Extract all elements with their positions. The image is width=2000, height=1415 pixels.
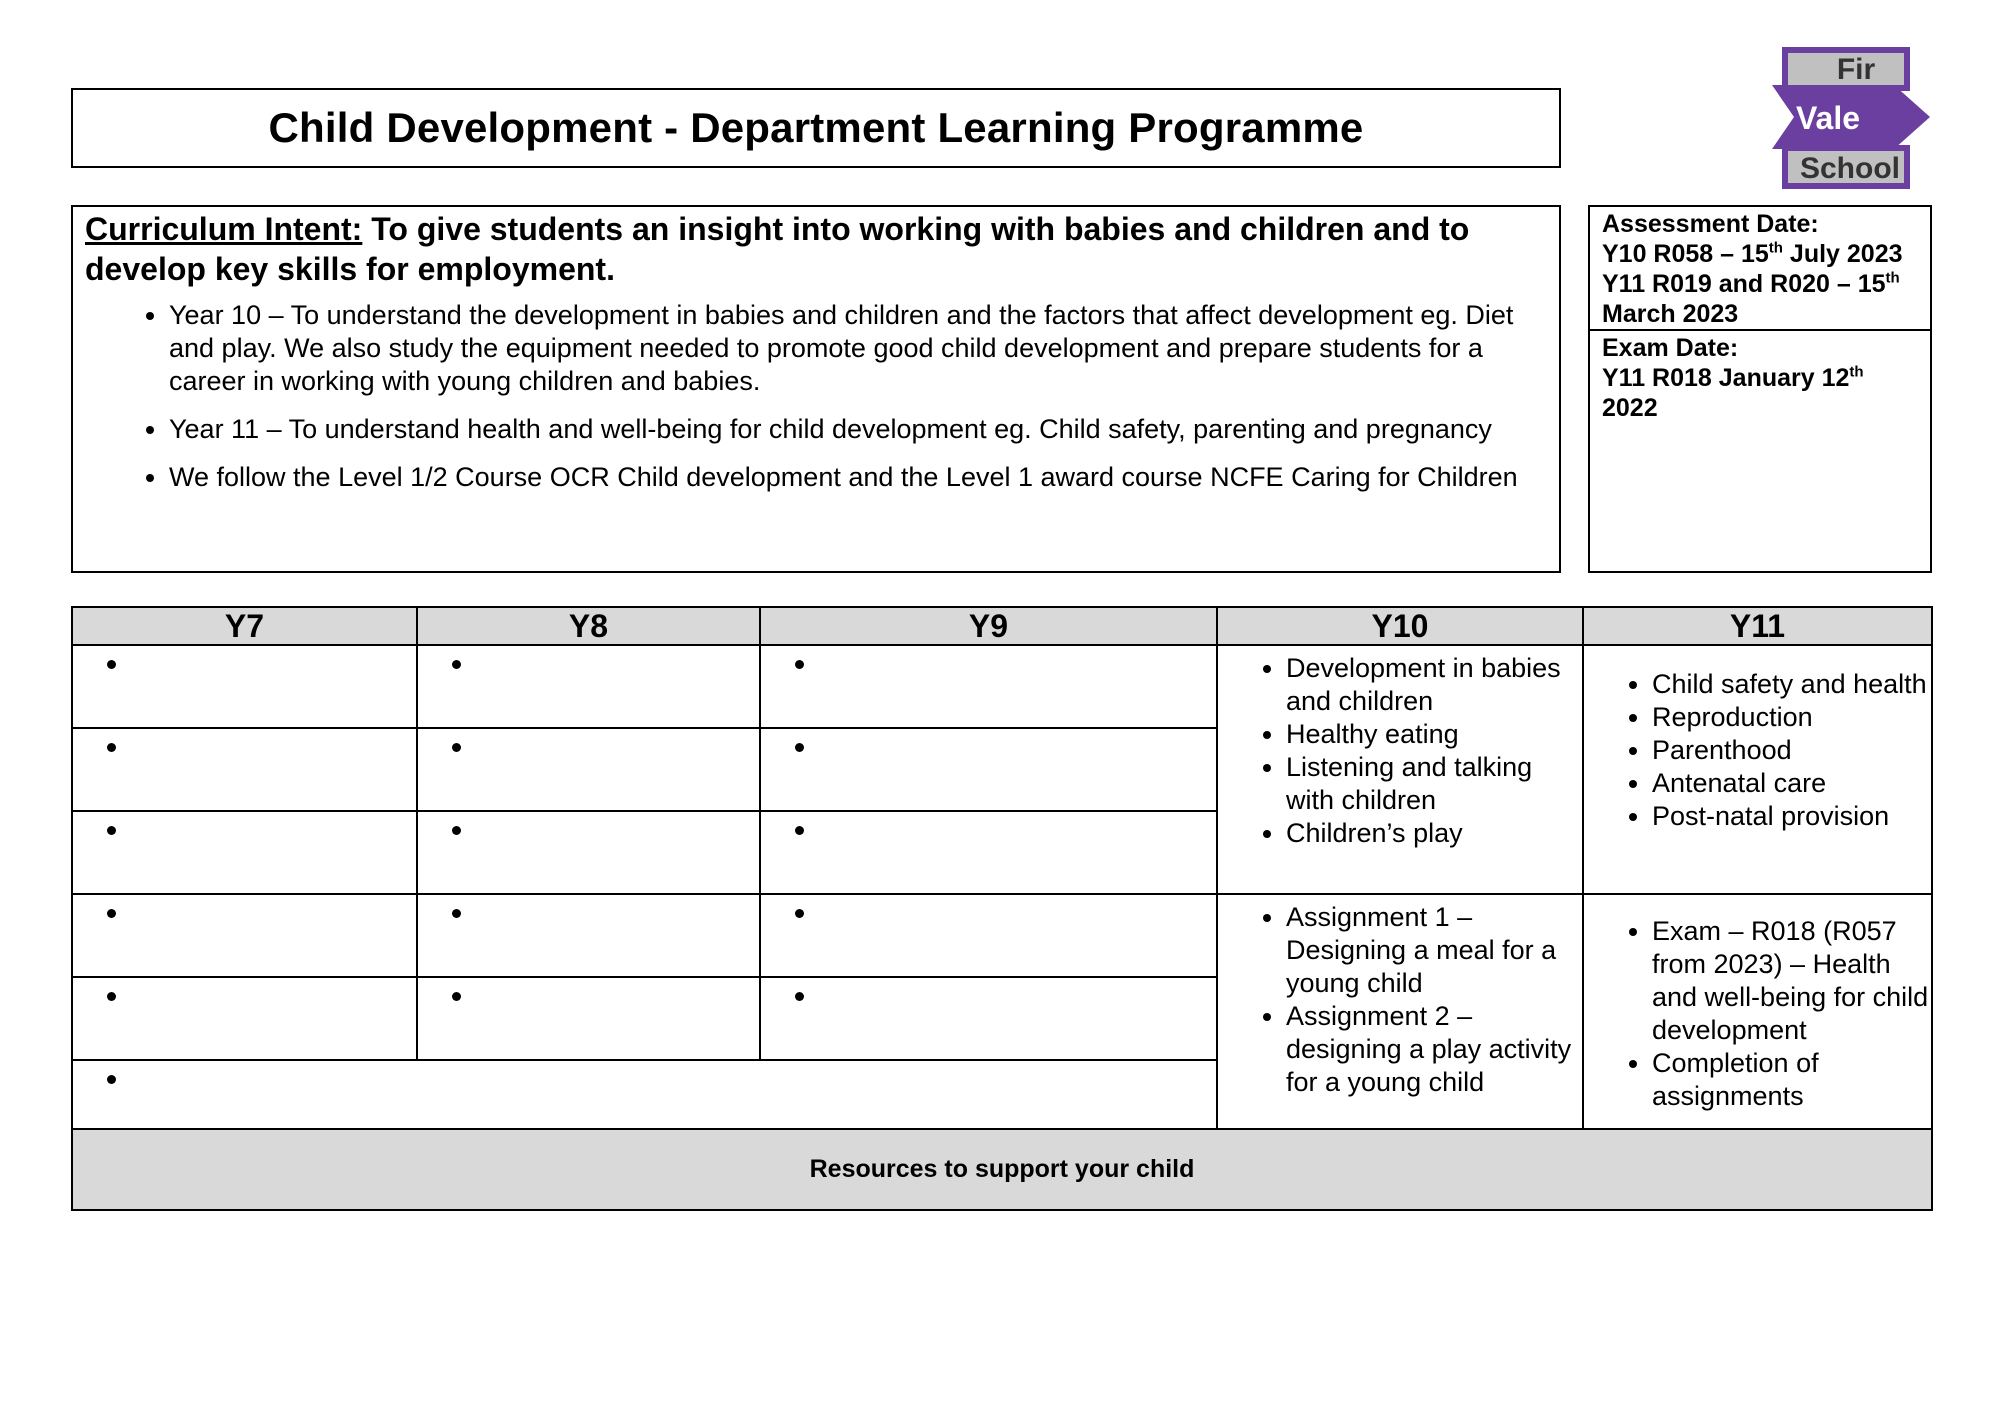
bullet [795, 992, 804, 1001]
bullet [795, 743, 804, 752]
bullet [452, 909, 461, 918]
table-cell-merged [73, 1061, 1218, 1130]
assessment-dates [1590, 207, 1930, 331]
table-cell-y9 [761, 646, 1218, 729]
bullet [107, 992, 116, 1001]
bullet [452, 992, 461, 1001]
page-title: Child Development - Department Learning Programme [268, 104, 1364, 151]
list-item: • Antenatal care [1652, 767, 1931, 800]
table-cell-y7 [73, 978, 418, 1061]
list-item: • Development in babies and children [1286, 652, 1582, 718]
y11-term2-list [1584, 915, 1931, 1113]
table-cell-y8 [418, 978, 761, 1061]
intent-bullets [85, 299, 1547, 494]
list-item: • Assignment 2 – designing a play activity for a young child [1286, 1000, 1582, 1099]
bullet [795, 826, 804, 835]
y11-term1-cell [1584, 646, 1931, 895]
curriculum-intent-box [71, 205, 1561, 573]
y10-term1-list [1218, 652, 1582, 850]
bullet [795, 909, 804, 918]
assessment-heading: Assessment Date: [1602, 210, 1819, 238]
curriculum-intent-heading [85, 209, 1547, 289]
bullet [107, 1075, 116, 1084]
bullet [795, 660, 804, 669]
resources-row: Resources to support your child [73, 1130, 1931, 1209]
list-item: • Parenthood [1652, 734, 1931, 767]
title-box [71, 88, 1561, 168]
table-cell-y8 [418, 895, 761, 978]
list-item: • Post-natal provision [1652, 800, 1931, 833]
bullet [107, 826, 116, 835]
y10-term1-cell [1218, 646, 1584, 895]
assessment-line-y10: Y10 R058 – 15th July 2023 [1602, 239, 1903, 268]
bullet [107, 909, 116, 918]
table-cell-y7 [73, 646, 418, 729]
table-cell-y7 [73, 895, 418, 978]
assessment-line-y11: Y11 R019 and R020 – 15th March 2023 [1602, 269, 1900, 328]
logo-word-2: Vale [1795, 100, 1861, 136]
bullet [452, 826, 461, 835]
curriculum-intent-label: Curriculum Intent: [85, 211, 363, 247]
header-y10: Y10 [1218, 608, 1584, 646]
list-item: • Assignment 1 – Designing a meal for a young child [1286, 901, 1582, 1000]
assessment-box [1588, 205, 1932, 573]
y10-term2-cell [1218, 895, 1584, 1130]
intent-bullet-courses: • We follow the Level 1/2 Course OCR Child development and the Level 1 award course NCFE Caring for Children [169, 461, 1547, 494]
list-item: • Completion of assignments [1652, 1047, 1931, 1113]
list-item: • Child safety and health [1652, 668, 1931, 701]
header-y8: Y8 [418, 608, 761, 646]
bullet [452, 660, 461, 669]
table-cell-y9 [761, 812, 1218, 895]
bullet [107, 743, 116, 752]
table-cell-y9 [761, 895, 1218, 978]
table-cell-y8 [418, 729, 761, 812]
list-item: • Healthy eating [1286, 718, 1582, 751]
header-y7: Y7 [73, 608, 418, 646]
table-cell-y9 [761, 729, 1218, 812]
table-cell-y7 [73, 812, 418, 895]
curriculum-intent-text: To give students an insight into working with babies and children and to develop key skills for employment. [85, 211, 1470, 287]
programme-table [71, 606, 1933, 1211]
school-logo [1770, 45, 1930, 191]
header-y11: Y11 [1584, 608, 1931, 646]
logo-word-1: Fir [1836, 53, 1876, 86]
list-item: • Listening and talking with children [1286, 751, 1582, 817]
table-cell-y8 [418, 646, 761, 729]
exam-heading: Exam Date: [1602, 334, 1739, 362]
list-item: • Children’s play [1286, 817, 1582, 850]
y11-term1-list [1584, 668, 1931, 833]
bullet [107, 660, 116, 669]
table-cell-y7 [73, 729, 418, 812]
exam-dates [1590, 331, 1930, 423]
y10-term2-list [1218, 901, 1582, 1099]
intent-bullet-year11: • Year 11 – To understand health and well-being for child development eg. Child safety, parenting and pregnancy [169, 413, 1547, 446]
table-cell-y8 [418, 812, 761, 895]
header-y9: Y9 [761, 608, 1218, 646]
exam-line: Y11 R018 January 12th 2022 [1602, 363, 1864, 422]
bullet [452, 743, 461, 752]
intent-bullet-year10: • Year 10 – To understand the development in babies and children and the factors that affect development eg. Diet and play. We also study the equipment needed to promote good child development and prepare students for a career in working with young children and babies. [169, 299, 1547, 398]
logo-word-3: School [1799, 152, 1901, 185]
table-cell-y9 [761, 978, 1218, 1061]
y11-term2-cell [1584, 895, 1931, 1130]
list-item: • Exam – R018 (R057 from 2023) – Health and well-being for child development [1652, 915, 1931, 1047]
list-item: • Reproduction [1652, 701, 1931, 734]
